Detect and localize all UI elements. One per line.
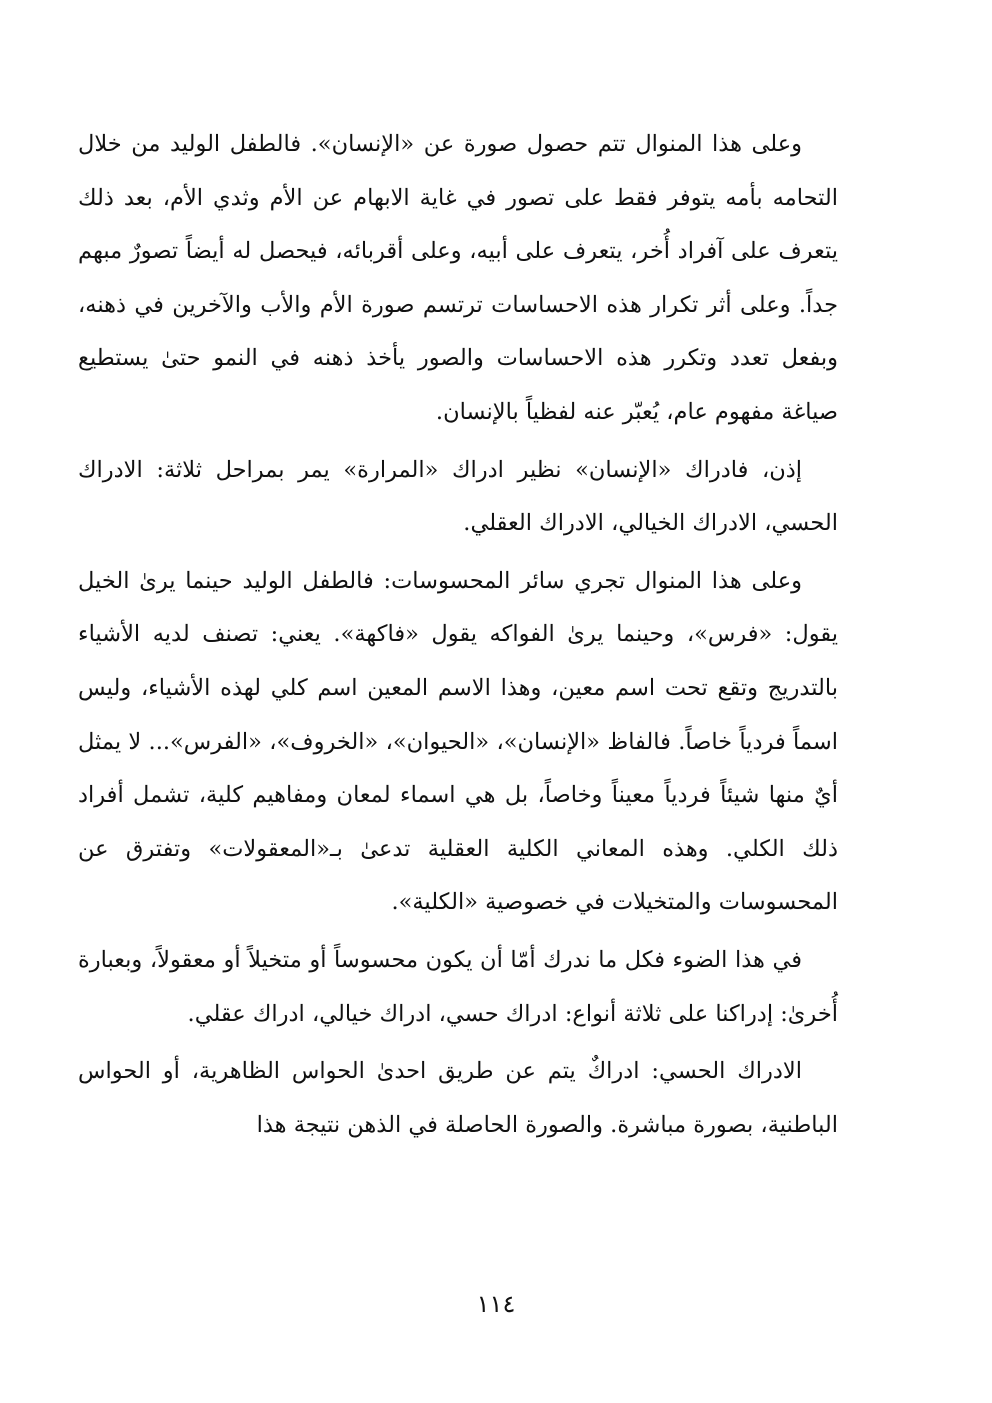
paragraph: وعلى هذا المنوال تتم حصول صورة عن «الإنسان». فالطفل الوليد من خلال التحامه بأمه يتوفر فقط على تصور في غاية الابهام عن الأم وثدي الأم، بعد ذلك يتعرف على آفراد أُخر، يتعرف على أبيه، وعلى أقربائه، فيحصل له أيضاً تصورٌ مبهم جداً. وعلى أثر تكرار هذه الاحساسات ترتسم صورة الأم والأب والآخرين في ذهنه، وبفعل تعدد وتكرر هذه الاحساسات والصور يأخذ ذهنه في النمو حتىٰ يستطيع صياغة مفهوم عام، يُعبّر عنه لفظياً بالإنسان. (78, 131, 838, 425)
paragraph: إذن، فادراك «الإنسان» نظير ادراك «المرارة» يمر بمراحل ثلاثة: الادراك الحسي، الادراك الخيالي، الادراك العقلي. (78, 456, 838, 537)
paragraph: في هذا الضوء فكل ما ندرك أمّا أن يكون محسوساً أو متخيلاً أو معقولاً، وبعبارة أُخرىٰ: إدراكنا على ثلاثة أنواع: ادراك حسي، ادراك خيالي، ادراك عقلي. (78, 946, 838, 1027)
paragraph: وعلى هذا المنوال تجري سائر المحسوسات: فالطفل الوليد حينما يرىٰ الخيل يقول: «فرس»، وحينما يرىٰ الفواكه يقول «فاكهة». يعني: تصنف لديه الأشياء بالتدريج وتقع تحت اسم معين، وهذا الاسم المعين اسم كلي لهذه الأشياء، وليس اسماً فردياً خاصاً. فالفاظ «الإنسان»، «الحيوان»، «الخروف»، «الفرس»... لا يمثل أيٌ منها شيئاً فردياً معيناً وخاصاً، بل هي اسماء لمعان ومفاهيم كلية، تشمل أفراد ذلك الكلي. وهذه المعاني الكلية العقلية تدعىٰ بـ«المعقولات» وتفترق عن المحسوسات والمتخيلات في خصوصية «الكلية». (78, 567, 838, 916)
page-number: ١١٤ (476, 1290, 516, 1318)
page-body (78, 118, 838, 1152)
paragraph: الادراك الحسي: ادراكٌ يتم عن طريق احدىٰ الحواس الظاهرية، أو الحواس الباطنية، بصورة مباشرة. والصورة الحاصلة في الذهن نتيجة هذا (78, 1058, 838, 1138)
